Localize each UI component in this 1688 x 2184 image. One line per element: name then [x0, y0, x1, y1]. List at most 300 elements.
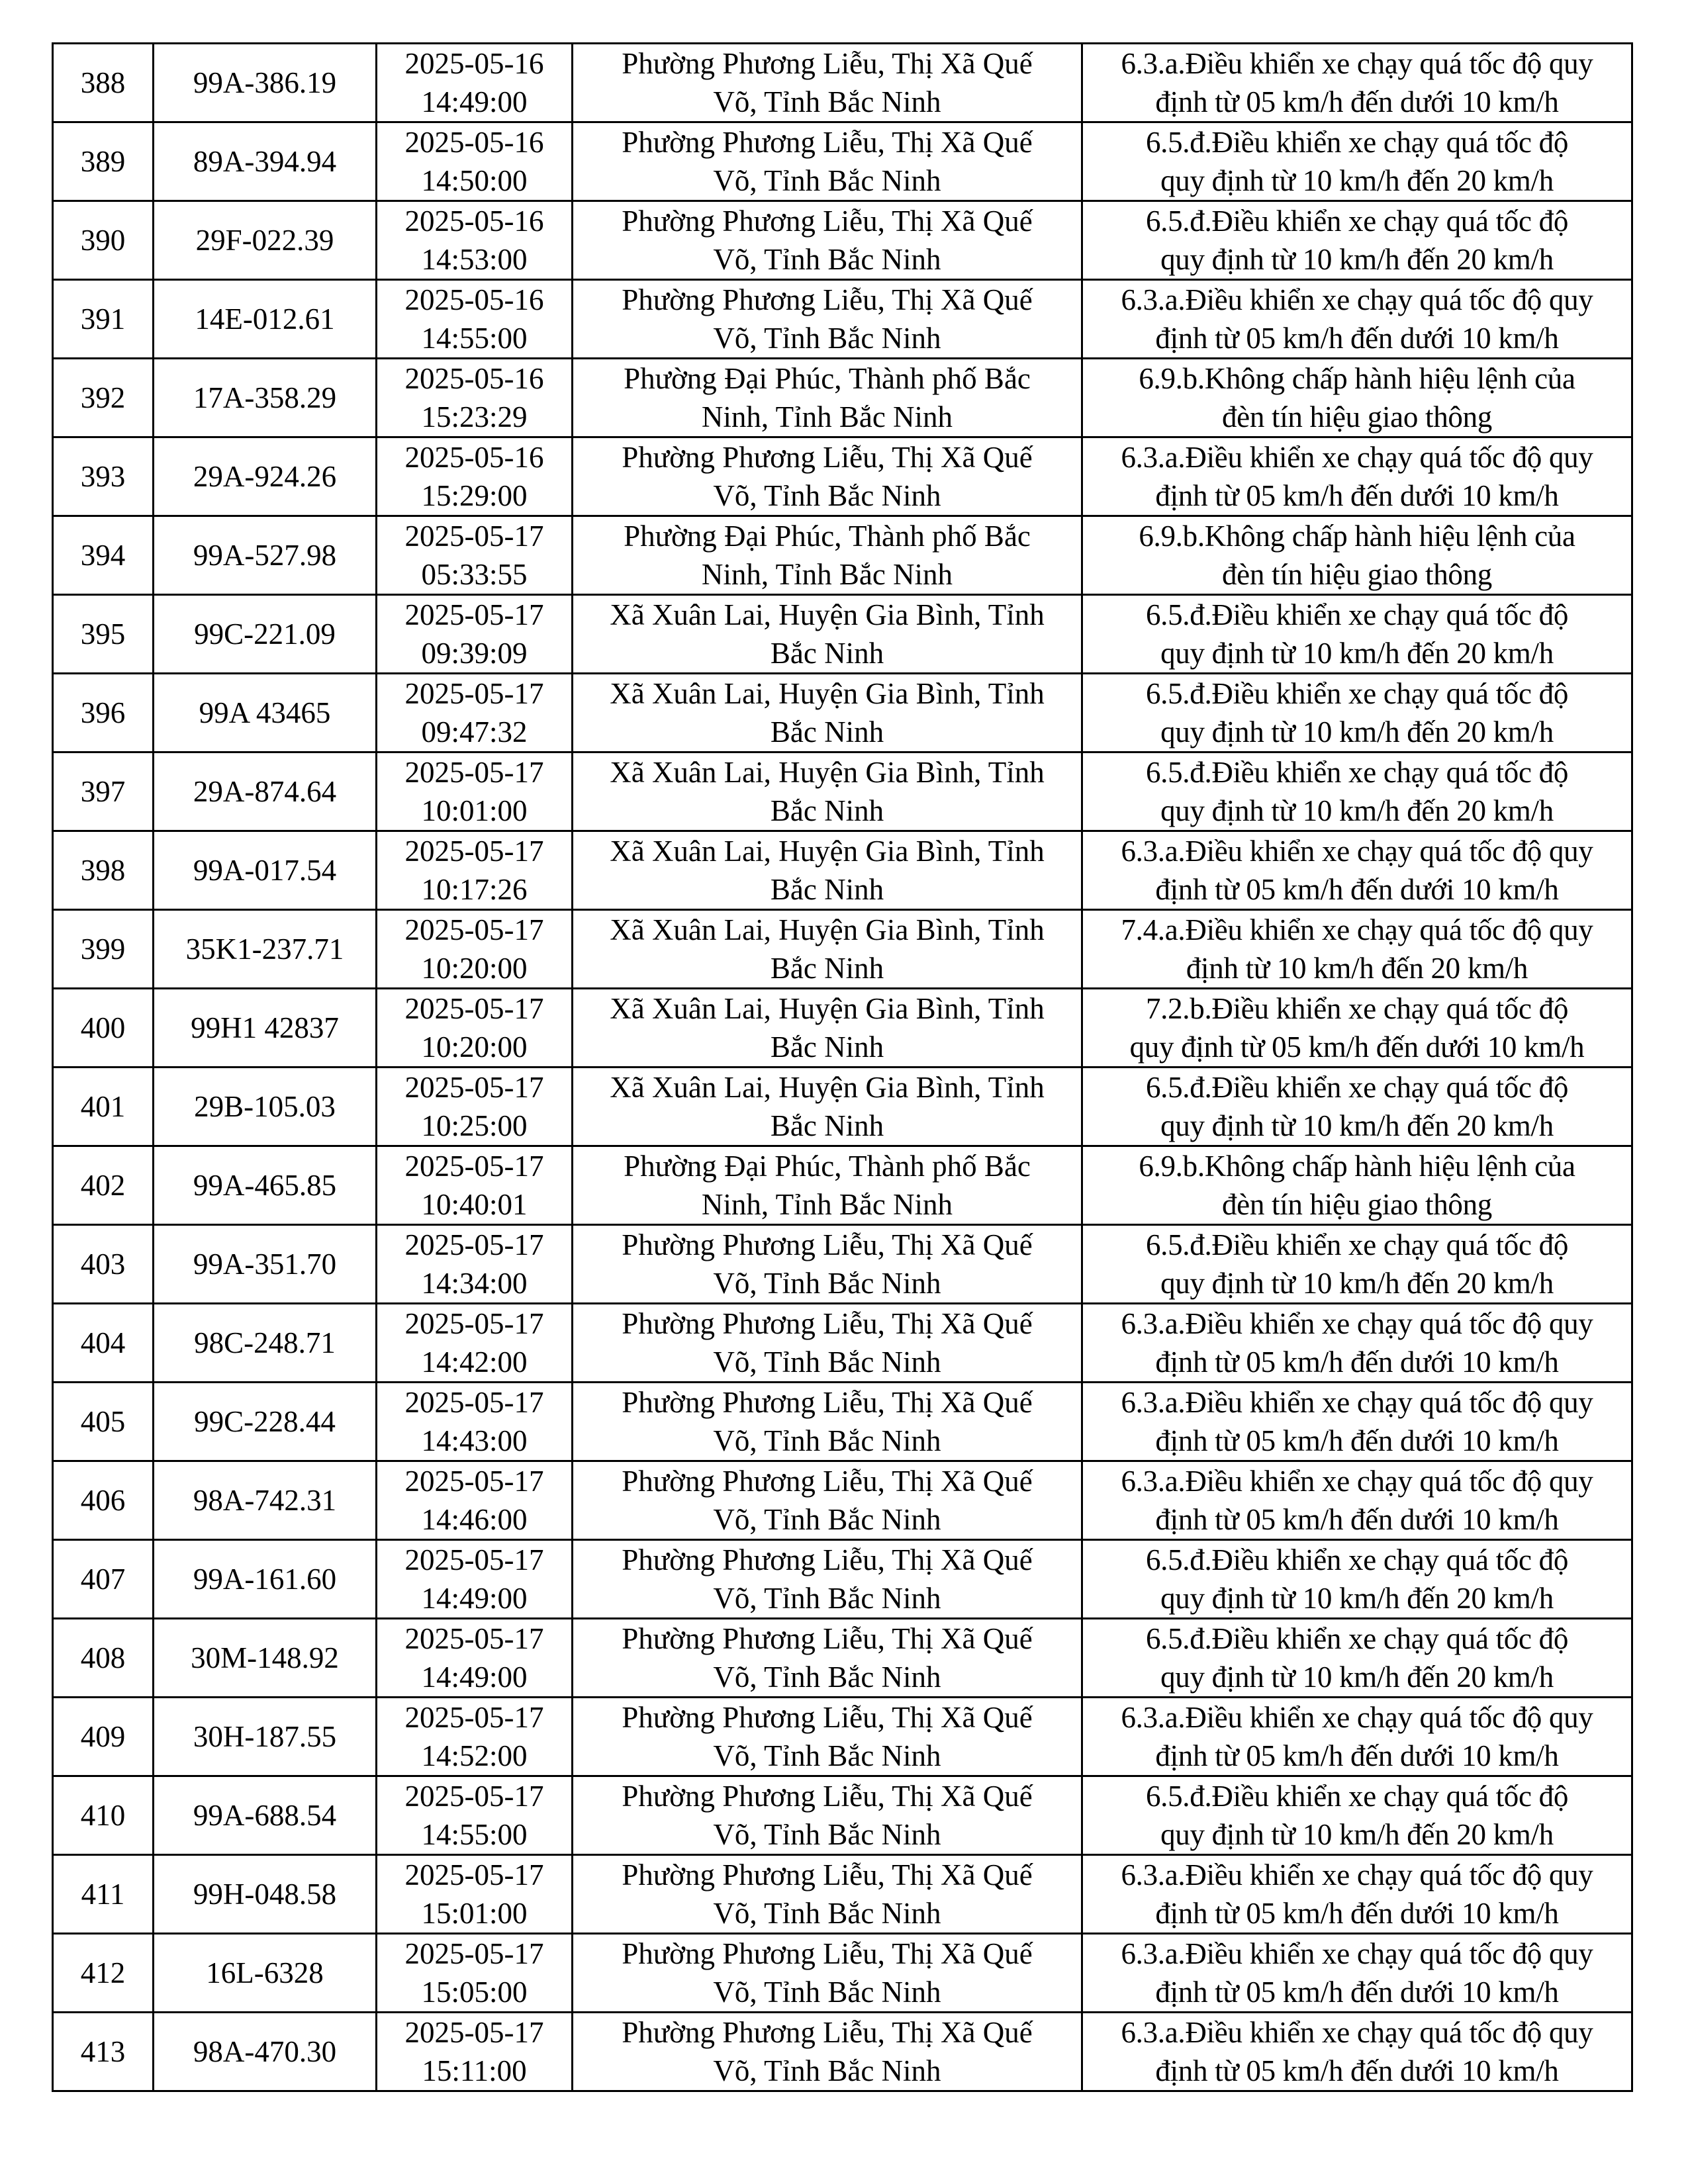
row-number-cell [53, 122, 154, 201]
violation-description-cell [1082, 437, 1632, 516]
license-plate-text: 99H-048.58 [193, 1878, 337, 1911]
violation-datetime-text: 15:23:29 [421, 400, 528, 433]
license-plate-cell [154, 910, 377, 989]
violation-description-text: định từ 05 km/h đến dưới 10 km/h [1155, 1345, 1559, 1379]
table-row [53, 1461, 1632, 1540]
violation-datetime-cell [377, 1855, 573, 1934]
row-number-cell [53, 1383, 154, 1461]
row-number-cell [53, 595, 154, 674]
row-number-text: 408 [80, 1641, 126, 1674]
violation-description-text: 6.5.đ.Điều khiển xe chạy quá tốc độ [1145, 1780, 1569, 1813]
violation-datetime-text: 2025-05-17 [404, 1071, 544, 1104]
violation-location-text: Phường Đại Phúc, Thành phố Bắc [624, 1150, 1031, 1183]
violation-location-cell [573, 280, 1082, 359]
violation-description-text: định từ 05 km/h đến dưới 10 km/h [1155, 479, 1559, 512]
license-plate-cell [154, 122, 377, 201]
violation-description-cell [1082, 910, 1632, 989]
violation-datetime-cell [377, 2013, 573, 2091]
row-number-text: 400 [80, 1011, 126, 1044]
license-plate-cell [154, 595, 377, 674]
violation-datetime-text: 2025-05-17 [404, 756, 544, 789]
table-row [53, 595, 1632, 674]
violation-location-text: Võ, Tỉnh Bắc Ninh [713, 1503, 941, 1536]
violation-location-text: Võ, Tỉnh Bắc Ninh [713, 1345, 941, 1379]
violation-location-cell [573, 516, 1082, 595]
violation-datetime-text: 2025-05-16 [404, 283, 544, 316]
license-plate-cell [154, 2013, 377, 2091]
violation-location-text: Phường Phương Liễu, Thị Xã Quế [622, 1543, 1033, 1576]
violation-description-text: đèn tín hiệu giao thông [1221, 1188, 1493, 1221]
license-plate-text: 98A-742.31 [193, 1484, 337, 1517]
row-number-cell [53, 1698, 154, 1776]
violation-description-cell [1082, 1068, 1632, 1146]
violation-description-text: quy định từ 10 km/h đến 20 km/h [1160, 794, 1554, 827]
row-number-text: 394 [80, 539, 126, 572]
table-row [53, 1540, 1632, 1619]
violation-datetime-text: 2025-05-17 [404, 1150, 544, 1183]
violation-datetime-text: 2025-05-17 [404, 677, 544, 710]
violation-datetime-text: 05:33:55 [421, 558, 528, 591]
row-number-text: 406 [80, 1484, 126, 1517]
license-plate-text: 99A-386.19 [193, 66, 337, 99]
license-plate-text: 99A-688.54 [193, 1799, 337, 1832]
violation-location-cell [573, 1540, 1082, 1619]
row-number-text: 390 [80, 224, 126, 257]
violation-description-text: quy định từ 10 km/h đến 20 km/h [1160, 1818, 1554, 1851]
violation-datetime-text: 2025-05-17 [404, 1465, 544, 1498]
row-number-text: 410 [80, 1799, 126, 1832]
violation-location-text: Võ, Tỉnh Bắc Ninh [713, 1739, 941, 1772]
row-number-text: 411 [81, 1878, 125, 1911]
violation-location-text: Phường Phương Liễu, Thị Xã Quế [622, 126, 1033, 159]
row-number-cell [53, 1225, 154, 1304]
license-plate-text: 29B-105.03 [194, 1090, 336, 1123]
violation-datetime-cell [377, 1068, 573, 1146]
violation-location-text: Võ, Tỉnh Bắc Ninh [713, 85, 941, 118]
violation-datetime-text: 2025-05-17 [404, 520, 544, 553]
violation-datetime-cell [377, 989, 573, 1068]
violation-location-text: Phường Phương Liễu, Thị Xã Quế [622, 1858, 1033, 1891]
violation-datetime-cell [377, 1619, 573, 1698]
license-plate-text: 29F-022.39 [195, 224, 334, 257]
violation-description-text: 7.4.a.Điều khiển xe chạy quá tốc độ quy [1121, 913, 1593, 946]
violation-datetime-cell [377, 280, 573, 359]
violation-location-text: Xã Xuân Lai, Huyện Gia Bình, Tỉnh [610, 992, 1045, 1025]
violation-location-cell [573, 1776, 1082, 1855]
violation-location-text: Phường Phương Liễu, Thị Xã Quế [622, 47, 1033, 80]
violation-datetime-text: 2025-05-17 [404, 1543, 544, 1576]
violation-location-text: Võ, Tỉnh Bắc Ninh [713, 1661, 941, 1694]
violation-location-text: Bắc Ninh [770, 794, 884, 827]
violation-description-text: 6.3.a.Điều khiển xe chạy quá tốc độ quy [1121, 283, 1593, 316]
row-number-text: 388 [80, 66, 126, 99]
violation-datetime-text: 14:52:00 [421, 1739, 528, 1772]
violation-description-text: 6.9.b.Không chấp hành hiệu lệnh của [1139, 520, 1575, 553]
violation-description-text: định từ 10 km/h đến 20 km/h [1186, 952, 1528, 985]
violation-description-text: định từ 05 km/h đến dưới 10 km/h [1155, 85, 1559, 118]
violation-location-text: Phường Phương Liễu, Thị Xã Quế [622, 1386, 1033, 1419]
table-row [53, 1383, 1632, 1461]
row-number-cell [53, 1855, 154, 1934]
violation-description-text: 6.9.b.Không chấp hành hiệu lệnh của [1139, 1150, 1575, 1183]
license-plate-cell [154, 1619, 377, 1698]
violation-datetime-text: 14:55:00 [421, 322, 528, 355]
row-number-text: 395 [80, 617, 126, 651]
violation-location-text: Phường Phương Liễu, Thị Xã Quế [622, 1780, 1033, 1813]
violation-description-cell [1082, 831, 1632, 910]
violation-location-text: Bắc Ninh [770, 873, 884, 906]
table-row [53, 280, 1632, 359]
row-number-cell [53, 359, 154, 437]
violation-location-text: Xã Xuân Lai, Huyện Gia Bình, Tỉnh [610, 598, 1045, 631]
violation-description-text: quy định từ 10 km/h đến 20 km/h [1160, 243, 1554, 276]
violation-location-text: Võ, Tỉnh Bắc Ninh [713, 1897, 941, 1930]
violation-datetime-cell [377, 122, 573, 201]
violation-description-cell [1082, 752, 1632, 831]
violation-location-cell [573, 201, 1082, 280]
violation-datetime-text: 2025-05-17 [404, 1780, 544, 1813]
violation-description-text: 6.5.đ.Điều khiển xe chạy quá tốc độ [1145, 598, 1569, 631]
violation-location-text: Xã Xuân Lai, Huyện Gia Bình, Tỉnh [610, 835, 1045, 868]
row-number-cell [53, 1934, 154, 2013]
violation-datetime-text: 2025-05-17 [404, 835, 544, 868]
violation-description-text: 6.3.a.Điều khiển xe chạy quá tốc độ quy [1121, 441, 1593, 474]
violations-table [52, 42, 1633, 2092]
violation-description-text: quy định từ 10 km/h đến 20 km/h [1160, 715, 1554, 749]
violation-datetime-text: 2025-05-17 [404, 992, 544, 1025]
violation-location-cell [573, 1461, 1082, 1540]
table-row [53, 674, 1632, 752]
row-number-text: 403 [80, 1248, 126, 1281]
violation-description-text: đèn tín hiệu giao thông [1221, 558, 1493, 591]
violation-location-text: Phường Đại Phúc, Thành phố Bắc [624, 520, 1031, 553]
violation-description-text: 6.5.đ.Điều khiển xe chạy quá tốc độ [1145, 756, 1569, 789]
violation-description-cell [1082, 1304, 1632, 1383]
violation-description-text: đèn tín hiệu giao thông [1221, 400, 1493, 433]
violation-datetime-text: 14:50:00 [421, 164, 528, 197]
license-plate-text: 89A-394.94 [193, 145, 337, 178]
license-plate-cell [154, 44, 377, 122]
violation-description-cell [1082, 1225, 1632, 1304]
row-number-cell [53, 752, 154, 831]
violation-datetime-cell [377, 1146, 573, 1225]
violation-description-text: định từ 05 km/h đến dưới 10 km/h [1155, 322, 1559, 355]
license-plate-cell [154, 280, 377, 359]
violation-description-text: 6.5.đ.Điều khiển xe chạy quá tốc độ [1145, 126, 1569, 159]
table-row [53, 1776, 1632, 1855]
violation-datetime-cell [377, 831, 573, 910]
license-plate-cell [154, 674, 377, 752]
license-plate-text: 30M-148.92 [191, 1641, 339, 1674]
violation-location-cell [573, 1698, 1082, 1776]
table-row [53, 1068, 1632, 1146]
violation-location-cell [573, 752, 1082, 831]
violation-description-cell [1082, 1146, 1632, 1225]
table-row [53, 437, 1632, 516]
table-row [53, 1146, 1632, 1225]
violation-datetime-text: 14:53:00 [421, 243, 528, 276]
violation-datetime-text: 2025-05-17 [404, 913, 544, 946]
violation-datetime-text: 14:55:00 [421, 1818, 528, 1851]
row-number-text: 402 [80, 1169, 126, 1202]
violation-location-text: Võ, Tỉnh Bắc Ninh [713, 322, 941, 355]
violation-location-cell [573, 1934, 1082, 2013]
table-row [53, 752, 1632, 831]
row-number-cell [53, 674, 154, 752]
violation-datetime-cell [377, 674, 573, 752]
violation-datetime-text: 2025-05-16 [404, 441, 544, 474]
row-number-cell [53, 1146, 154, 1225]
violation-datetime-text: 14:49:00 [421, 1661, 528, 1694]
violation-description-text: định từ 05 km/h đến dưới 10 km/h [1155, 873, 1559, 906]
row-number-cell [53, 1540, 154, 1619]
violation-location-text: Võ, Tỉnh Bắc Ninh [713, 243, 941, 276]
violation-description-text: 6.3.a.Điều khiển xe chạy quá tốc độ quy [1121, 1386, 1593, 1419]
violation-location-cell [573, 1619, 1082, 1698]
row-number-cell [53, 280, 154, 359]
violation-datetime-text: 2025-05-17 [404, 1228, 544, 1261]
violation-location-text: Bắc Ninh [770, 715, 884, 749]
table-row [53, 1619, 1632, 1698]
row-number-cell [53, 2013, 154, 2091]
violation-location-text: Phường Đại Phúc, Thành phố Bắc [624, 362, 1031, 395]
violation-location-text: Ninh, Tỉnh Bắc Ninh [701, 1188, 953, 1221]
violation-description-cell [1082, 1383, 1632, 1461]
violation-datetime-text: 2025-05-17 [404, 1937, 544, 1970]
license-plate-cell [154, 989, 377, 1068]
license-plate-text: 99A-017.54 [193, 854, 337, 887]
violation-location-text: Bắc Ninh [770, 1030, 884, 1064]
violation-description-text: quy định từ 10 km/h đến 20 km/h [1160, 1267, 1554, 1300]
violation-location-text: Bắc Ninh [770, 637, 884, 670]
violation-datetime-text: 2025-05-17 [404, 1701, 544, 1734]
license-plate-cell [154, 1461, 377, 1540]
violation-location-cell [573, 595, 1082, 674]
license-plate-text: 17A-358.29 [193, 381, 337, 414]
violation-description-cell [1082, 280, 1632, 359]
license-plate-cell [154, 1225, 377, 1304]
table-row [53, 910, 1632, 989]
violation-location-cell [573, 1068, 1082, 1146]
violation-description-text: quy định từ 10 km/h đến 20 km/h [1160, 637, 1554, 670]
violation-description-text: 6.3.a.Điều khiển xe chạy quá tốc độ quy [1121, 1701, 1593, 1734]
row-number-text: 407 [80, 1563, 126, 1596]
row-number-text: 404 [80, 1326, 126, 1359]
violation-datetime-cell [377, 1304, 573, 1383]
license-plate-text: 16L-6328 [206, 1956, 324, 1989]
violation-location-cell [573, 359, 1082, 437]
row-number-cell [53, 516, 154, 595]
license-plate-cell [154, 1304, 377, 1383]
table-row [53, 516, 1632, 595]
violation-location-text: Võ, Tỉnh Bắc Ninh [713, 1818, 941, 1851]
violation-description-cell [1082, 1698, 1632, 1776]
license-plate-cell [154, 1540, 377, 1619]
violation-datetime-cell [377, 752, 573, 831]
violation-datetime-cell [377, 1934, 573, 2013]
violation-description-text: định từ 05 km/h đến dưới 10 km/h [1155, 1739, 1559, 1772]
license-plate-cell [154, 1776, 377, 1855]
violation-location-text: Xã Xuân Lai, Huyện Gia Bình, Tỉnh [610, 677, 1045, 710]
violation-location-text: Phường Phương Liễu, Thị Xã Quế [622, 1701, 1033, 1734]
violation-datetime-text: 09:39:09 [421, 637, 528, 670]
violation-datetime-cell [377, 595, 573, 674]
violation-datetime-text: 10:20:00 [421, 1030, 528, 1064]
violation-datetime-cell [377, 437, 573, 516]
violation-description-text: 6.9.b.Không chấp hành hiệu lệnh của [1139, 362, 1575, 395]
license-plate-text: 99A-351.70 [193, 1248, 337, 1281]
license-plate-text: 99A 43465 [199, 696, 331, 729]
violation-location-text: Phường Phương Liễu, Thị Xã Quế [622, 1465, 1033, 1498]
violation-description-text: 6.5.đ.Điều khiển xe chạy quá tốc độ [1145, 1622, 1569, 1655]
violation-datetime-text: 2025-05-17 [404, 1386, 544, 1419]
row-number-text: 398 [80, 854, 126, 887]
violation-location-text: Ninh, Tỉnh Bắc Ninh [701, 558, 953, 591]
row-number-text: 389 [80, 145, 126, 178]
violation-location-text: Võ, Tỉnh Bắc Ninh [713, 1424, 941, 1457]
violation-location-text: Võ, Tỉnh Bắc Ninh [713, 1976, 941, 2009]
violation-datetime-cell [377, 516, 573, 595]
violation-description-text: định từ 05 km/h đến dưới 10 km/h [1155, 1503, 1559, 1536]
row-number-text: 412 [80, 1956, 126, 1989]
violation-location-cell [573, 1304, 1082, 1383]
violation-description-text: 6.5.đ.Điều khiển xe chạy quá tốc độ [1145, 205, 1569, 238]
table-row [53, 2013, 1632, 2091]
violation-description-cell [1082, 989, 1632, 1068]
license-plate-text: 98A-470.30 [193, 2035, 337, 2068]
violation-datetime-text: 14:49:00 [421, 1582, 528, 1615]
violation-datetime-text: 15:11:00 [422, 2054, 527, 2087]
row-number-text: 405 [80, 1405, 126, 1438]
violation-datetime-text: 14:46:00 [421, 1503, 528, 1536]
violation-description-text: quy định từ 10 km/h đến 20 km/h [1160, 164, 1554, 197]
violation-datetime-text: 2025-05-17 [404, 1307, 544, 1340]
license-plate-cell [154, 831, 377, 910]
violation-location-text: Võ, Tỉnh Bắc Ninh [713, 164, 941, 197]
violation-location-text: Võ, Tỉnh Bắc Ninh [713, 1267, 941, 1300]
violation-location-cell [573, 437, 1082, 516]
license-plate-cell [154, 1698, 377, 1776]
row-number-text: 393 [80, 460, 126, 493]
violation-location-cell [573, 122, 1082, 201]
row-number-cell [53, 44, 154, 122]
violation-description-text: quy định từ 05 km/h đến dưới 10 km/h [1129, 1030, 1585, 1064]
violation-location-text: Phường Phương Liễu, Thị Xã Quế [622, 2016, 1033, 2049]
license-plate-text: 99H1 42837 [191, 1011, 339, 1044]
license-plate-text: 30H-187.55 [193, 1720, 337, 1753]
violation-datetime-text: 15:29:00 [421, 479, 528, 512]
violation-datetime-cell [377, 1461, 573, 1540]
row-number-cell [53, 831, 154, 910]
violation-description-cell [1082, 595, 1632, 674]
violation-description-text: 7.2.b.Điều khiển xe chạy quá tốc độ [1145, 992, 1569, 1025]
violation-location-text: Phường Phương Liễu, Thị Xã Quế [622, 1622, 1033, 1655]
license-plate-text: 14E-012.61 [195, 302, 335, 336]
row-number-cell [53, 910, 154, 989]
row-number-text: 397 [80, 775, 126, 808]
violation-description-cell [1082, 2013, 1632, 2091]
violation-description-cell [1082, 1619, 1632, 1698]
table-row [53, 1934, 1632, 2013]
license-plate-text: 99C-221.09 [194, 617, 336, 651]
violation-datetime-text: 2025-05-17 [404, 2016, 544, 2049]
violation-location-text: Xã Xuân Lai, Huyện Gia Bình, Tỉnh [610, 913, 1045, 946]
violation-location-cell [573, 44, 1082, 122]
violation-datetime-cell [377, 201, 573, 280]
row-number-cell [53, 1304, 154, 1383]
table-row [53, 1304, 1632, 1383]
license-plate-text: 99A-527.98 [193, 539, 337, 572]
violation-datetime-text: 14:43:00 [421, 1424, 528, 1457]
violation-datetime-cell [377, 910, 573, 989]
violation-description-text: định từ 05 km/h đến dưới 10 km/h [1155, 1976, 1559, 2009]
violation-datetime-cell [377, 44, 573, 122]
violation-location-text: Bắc Ninh [770, 1109, 884, 1142]
license-plate-cell [154, 1855, 377, 1934]
row-number-text: 391 [80, 302, 126, 336]
row-number-text: 399 [80, 933, 126, 966]
violation-description-text: quy định từ 10 km/h đến 20 km/h [1160, 1661, 1554, 1694]
violation-description-cell [1082, 201, 1632, 280]
violation-description-text: 6.3.a.Điều khiển xe chạy quá tốc độ quy [1121, 47, 1593, 80]
violation-location-cell [573, 989, 1082, 1068]
violation-datetime-text: 2025-05-17 [404, 1622, 544, 1655]
license-plate-cell [154, 752, 377, 831]
row-number-text: 396 [80, 696, 126, 729]
table-row [53, 359, 1632, 437]
violation-datetime-cell [377, 1540, 573, 1619]
row-number-text: 409 [80, 1720, 126, 1753]
license-plate-cell [154, 1146, 377, 1225]
row-number-cell [53, 1461, 154, 1540]
license-plate-cell [154, 359, 377, 437]
violation-datetime-text: 2025-05-16 [404, 126, 544, 159]
violation-location-text: Võ, Tỉnh Bắc Ninh [713, 1582, 941, 1615]
table-row [53, 44, 1632, 122]
violation-description-cell [1082, 1776, 1632, 1855]
violation-description-text: 6.3.a.Điều khiển xe chạy quá tốc độ quy [1121, 1465, 1593, 1498]
violation-datetime-text: 15:05:00 [421, 1976, 528, 2009]
license-plate-cell [154, 1068, 377, 1146]
violation-datetime-text: 2025-05-17 [404, 1858, 544, 1891]
violation-location-cell [573, 910, 1082, 989]
violation-location-text: Phường Phương Liễu, Thị Xã Quế [622, 441, 1033, 474]
violation-description-text: 6.5.đ.Điều khiển xe chạy quá tốc độ [1145, 677, 1569, 710]
violation-datetime-text: 2025-05-16 [404, 362, 544, 395]
violation-datetime-cell [377, 1776, 573, 1855]
violation-datetime-text: 2025-05-16 [404, 205, 544, 238]
violation-description-text: định từ 05 km/h đến dưới 10 km/h [1155, 1897, 1559, 1930]
license-plate-text: 29A-924.26 [193, 460, 337, 493]
violation-description-text: 6.5.đ.Điều khiển xe chạy quá tốc độ [1145, 1071, 1569, 1104]
violation-description-text: quy định từ 10 km/h đến 20 km/h [1160, 1582, 1554, 1615]
violation-description-text: 6.5.đ.Điều khiển xe chạy quá tốc độ [1145, 1228, 1569, 1261]
violation-datetime-cell [377, 1225, 573, 1304]
violation-location-cell [573, 2013, 1082, 2091]
violation-datetime-text: 09:47:32 [421, 715, 528, 749]
violation-datetime-text: 10:25:00 [421, 1109, 528, 1142]
violation-description-cell [1082, 674, 1632, 752]
violation-datetime-text: 15:01:00 [421, 1897, 528, 1930]
violation-location-text: Phường Phương Liễu, Thị Xã Quế [622, 1307, 1033, 1340]
violation-location-text: Ninh, Tỉnh Bắc Ninh [701, 400, 953, 433]
license-plate-text: 29A-874.64 [193, 775, 337, 808]
row-number-cell [53, 201, 154, 280]
violation-datetime-text: 10:20:00 [421, 952, 528, 985]
row-number-cell [53, 1776, 154, 1855]
violation-location-cell [573, 1146, 1082, 1225]
violation-description-cell [1082, 359, 1632, 437]
